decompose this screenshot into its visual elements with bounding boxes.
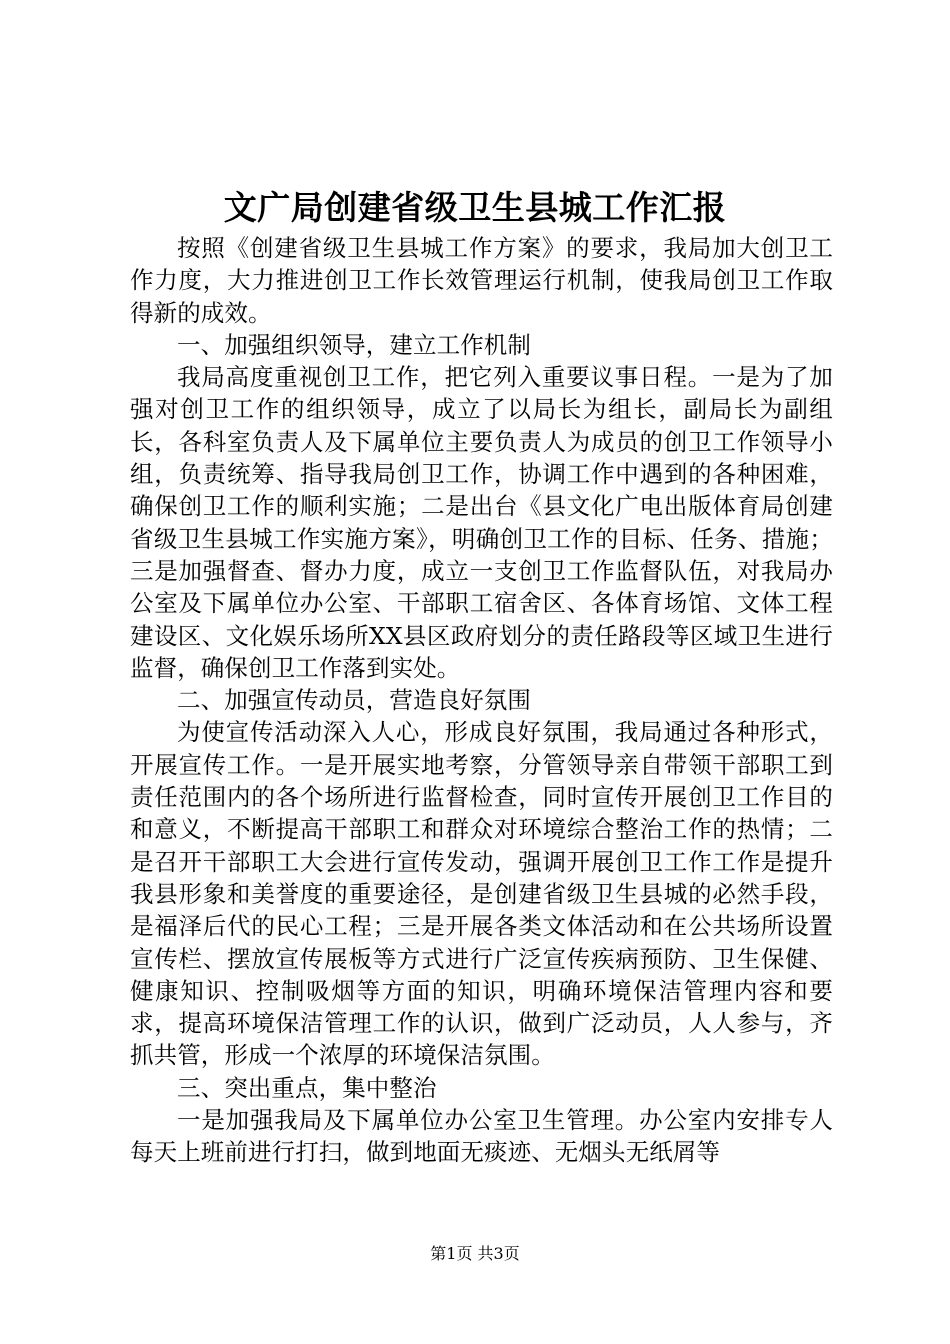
section-heading-3: 三、突出重点，集中整治 xyxy=(177,1073,437,1102)
paragraph-section-2: 为使宣传活动深入人心，形成良好氛围，我局通过各种形式，开展宣传工作。一是开展实地考察，分管领导亲自带领干部职工到责任范围内的各个场所进行监督检查，同时宣传开展创卫工作目的和意义，不断提高干部职工和群众对环境综合整治工作的热情；二是召开干部职工大会进行宣传发动，强调开展创卫工作工作是提升我县形象和美誉度的重要途径，是创建省级卫生县城的必然手段，是福泽后代的民心工程；三是开展各类文体活动和在公共场所设置宣传栏、摆放宣传展板等方式进行广泛宣传疾病预防、卫生保健、健康知识、控制吸烟等方面的知识，明确环境保洁管理内容和要求，提高环境保洁管理工作的认识，做到广泛动员，人人参与，齐抓共管，形成一个浓厚的环境保洁氛围。 xyxy=(130,718,833,1070)
document-title: 文广局创建省级卫生县城工作汇报 xyxy=(223,188,727,227)
paragraph-section-1: 我局高度重视创卫工作，把它列入重要议事日程。一是为了加强对创卫工作的组织领导，成立了以局长为组长，副局长为副组长，各科室负责人及下属单位主要负责人为成员的创卫工作领导小组，负责统筹、指导我局创卫工作，协调工作中遇到的各种困难，确保创卫工作的顺利实施；二是出台《县文化广电出版体育局创建省级卫生县城工作实施方案》，明确创卫工作的目标、任务、措施；三是加强督查、督办力度，成立一支创卫工作监督队伍，对我局办公室及下属单位办公室、干部职工宿舍区、各体育场馆、文体工程建设区、文化娱乐场所XX县区政府划分的责任路段等区域卫生进行监督，确保创卫工作落到实处。 xyxy=(130,363,833,682)
section-heading-1: 一、加强组织领导，建立工作机制 xyxy=(177,330,531,359)
paragraph-intro: 按照《创建省级卫生县城工作方案》的要求，我局加大创卫工作力度，大力推进创卫工作长效管理运行机制，使我局创卫工作取得新的成效。 xyxy=(130,234,833,327)
page-number-footer: 第1页 共3页 xyxy=(430,1244,520,1263)
section-heading-2: 二、加强宣传动员，营造良好氛围 xyxy=(177,686,531,715)
paragraph-section-3: 一是加强我局及下属单位办公室卫生管理。办公室内安排专人每天上班前进行打扫，做到地面无痰迹、无烟头无纸屑等 xyxy=(130,1106,833,1167)
document-body xyxy=(130,232,833,1169)
